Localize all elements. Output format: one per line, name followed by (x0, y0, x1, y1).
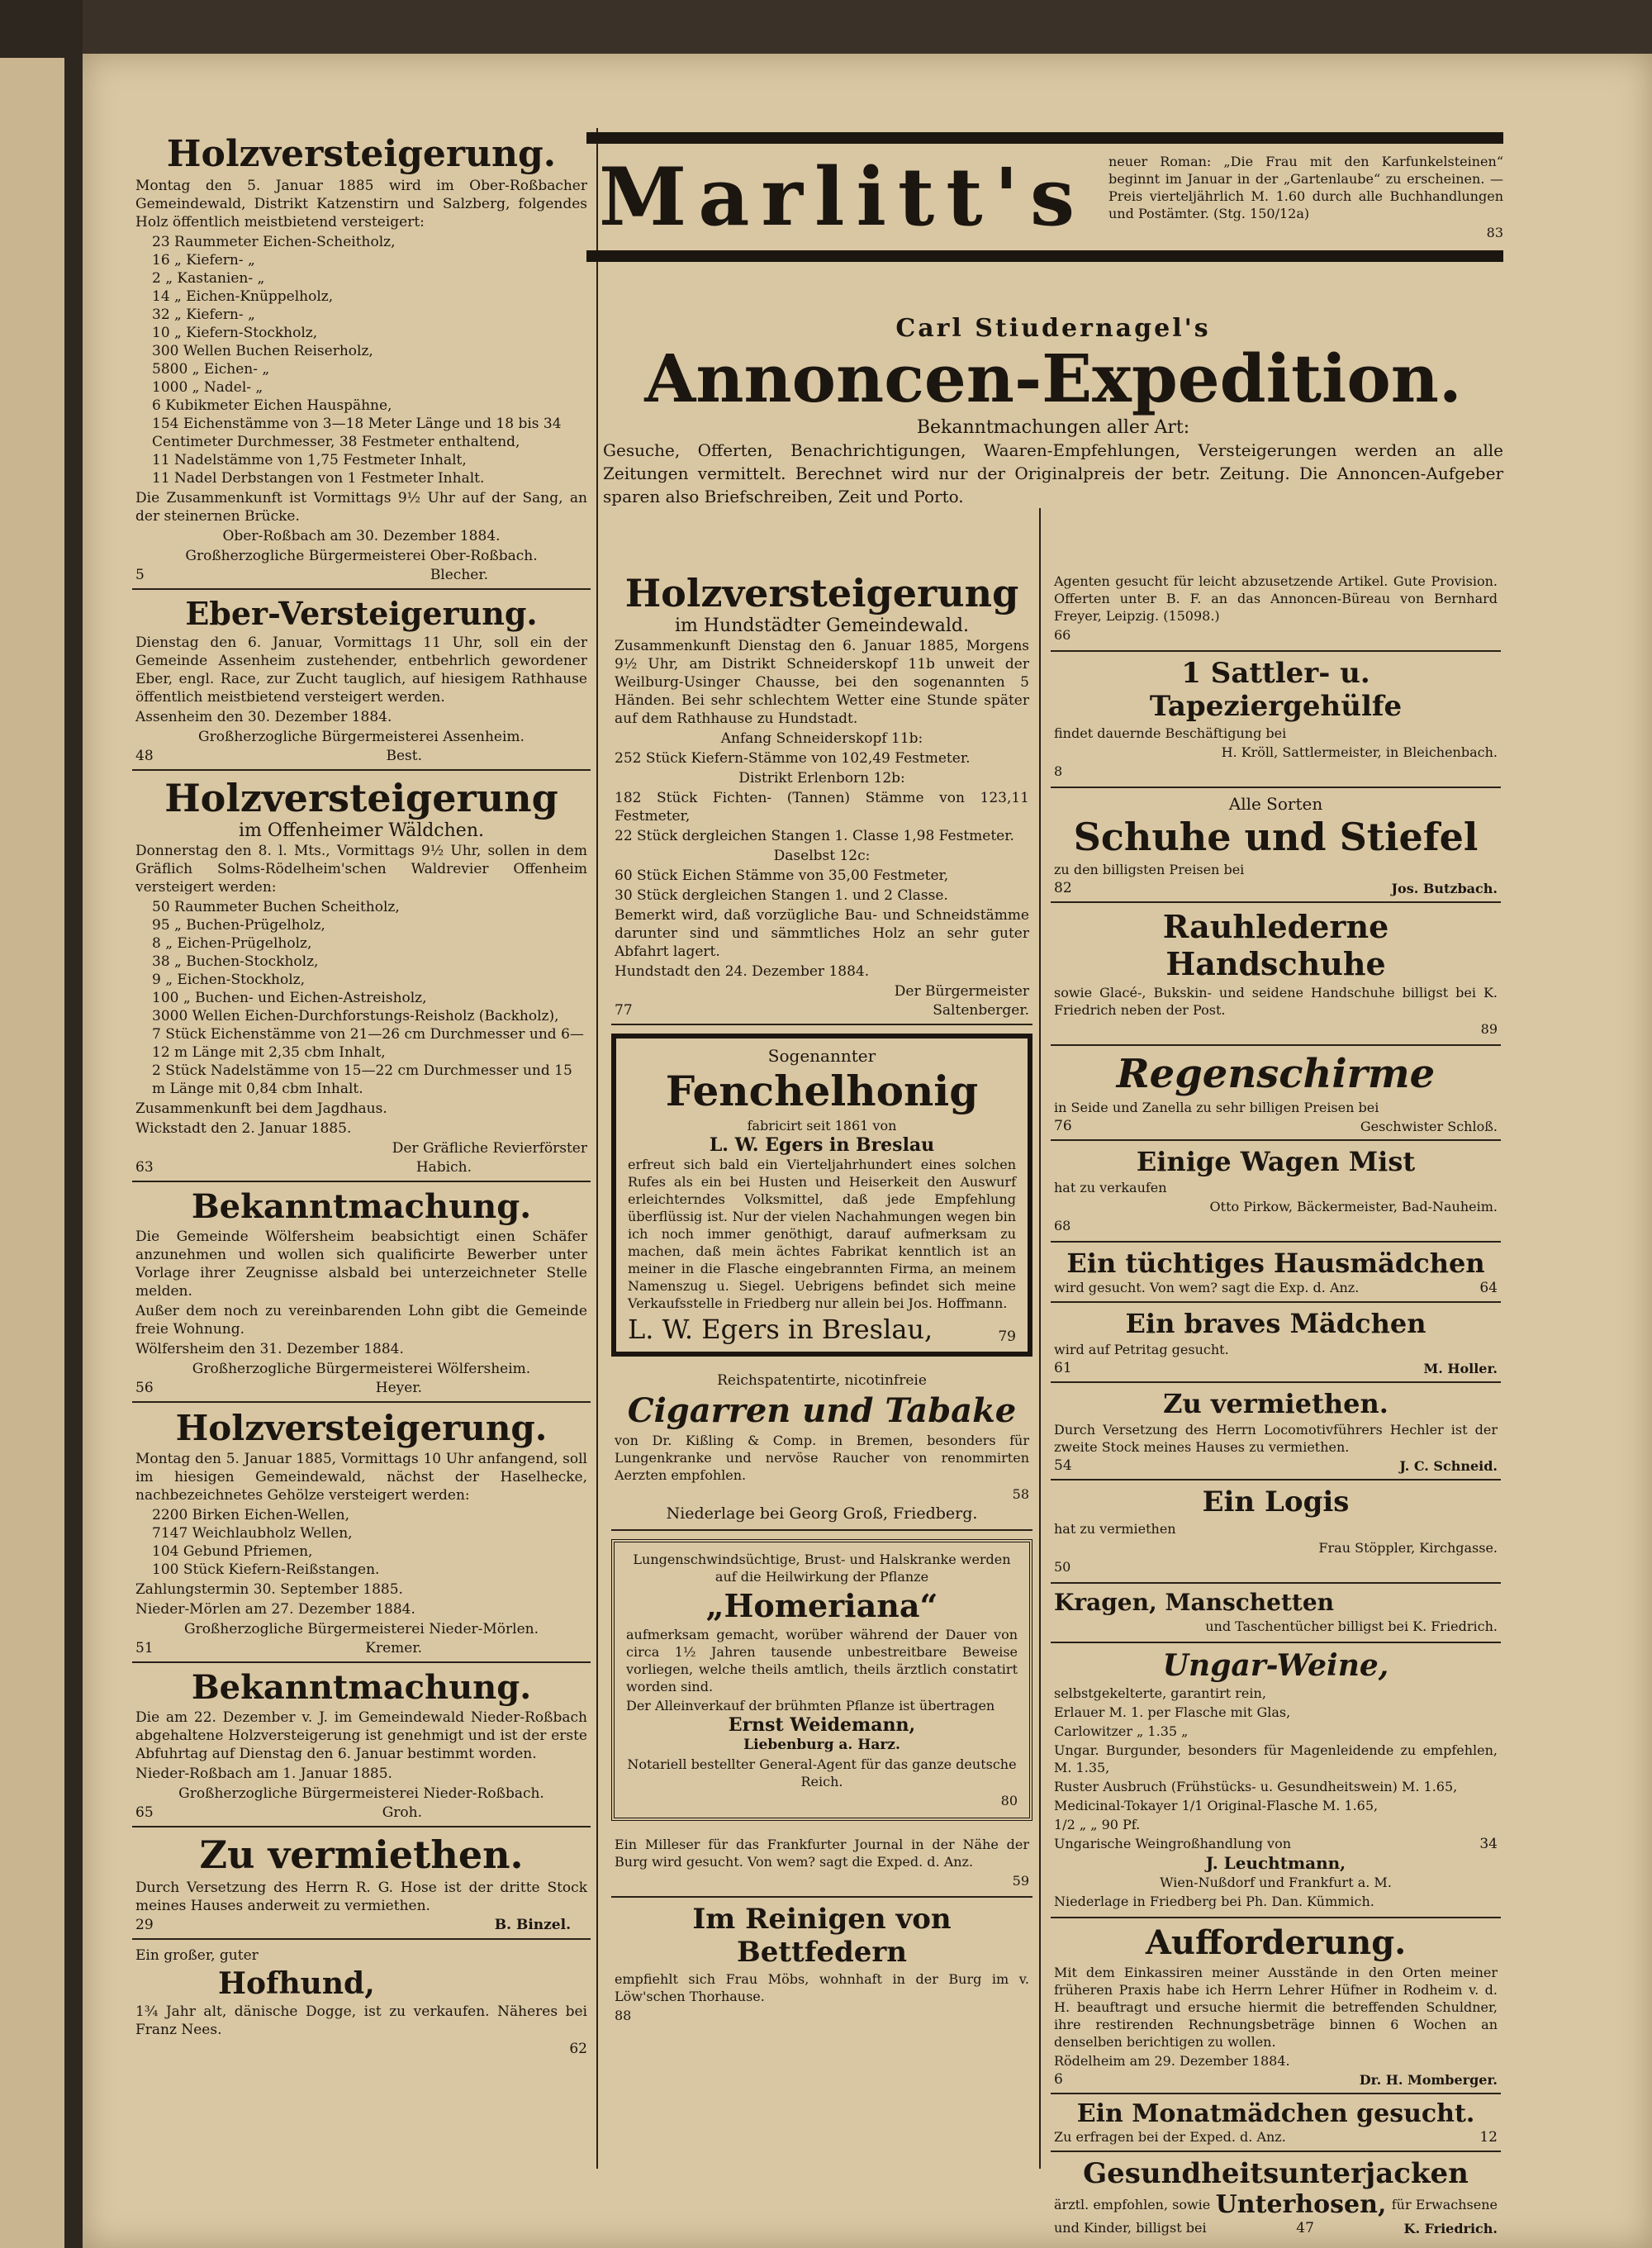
ad-since: fabricirt seit 1861 von (747, 1118, 897, 1134)
ad-title: Bekanntmachung. (191, 1187, 532, 1226)
ad-signer: B. Binzel. (494, 1917, 571, 1933)
ad-signer: H. Kröll, Sattlermeister, in Bleichenbach. (1221, 744, 1498, 760)
ad-title: Ein Logis (1202, 1485, 1350, 1518)
ad-fenchelhonig (611, 1034, 1032, 1357)
ad-place-date: Nieder-Mörlen am 27. Dezember 1884. (135, 1601, 415, 1618)
lot-item: 3000 Wellen Eichen-Durchforstungs-Reisholz (Backholz), (152, 1008, 559, 1024)
lot-item: 100 „ Buchen- und Eichen-Astreisholz, (152, 990, 427, 1006)
ad-issuer: Großherzogliche Bürgermeisterei Nieder-Mörlen. (183, 1621, 539, 1637)
ad-bekanntmachung-nieder-rossbach (132, 1663, 591, 1827)
ad-title: Fenchelhonig (665, 1067, 979, 1115)
banner-rule (586, 132, 1503, 144)
ad-text: Dienstag den 6. Januar, Vormittags 11 Uhr, soll ein der Gemeinde Assenheim zustehender, entbehrlich gewordener Eber, engl. Race, zur Zucht tauglich, auf hiesigem Rathhause öffentlich meistbietend versteigert werden. (135, 634, 587, 706)
ad-pretitle: Alle Sorten (1228, 794, 1323, 814)
ad-number: 88 (615, 2008, 632, 2023)
lot-item: 16 „ Kiefern- „ (152, 252, 255, 269)
lot-item: 11 Nadel Derbstangen von 1 Festmeter Inhalt. (152, 470, 485, 487)
ad-mist (1051, 1141, 1501, 1243)
column-middle (611, 566, 1032, 2031)
ad-title: Rauhlederne Handschuhe (1162, 908, 1389, 982)
ad-ungar-weine (1051, 1643, 1501, 1918)
ad-title: 1 Sattler- u. Tapeziergehülfe (1149, 657, 1403, 723)
ad-issuer: Großherzogliche Bürgermeisterei Assenheim. (198, 729, 525, 745)
ad-gesundheitsunterjacken (1051, 2152, 1501, 2241)
ad-depot: Niederlage bei Georg Groß, Friedberg. (666, 1504, 978, 1523)
ad-text: Zu erfragen bei der Exped. d. Anz. (1054, 2129, 1286, 2145)
marlitt-banner (586, 132, 1503, 262)
ad-number: 12 (1479, 2129, 1498, 2146)
ad-signer: Habich. (415, 1159, 472, 1176)
ad-zu-vermiethen-schneid (1051, 1383, 1501, 1480)
ad-schuhe (1051, 788, 1501, 903)
lot-list (135, 233, 587, 487)
ad-regenschirme (1051, 1046, 1501, 1141)
ad-subhead: Distrikt Erlenborn 12b: (738, 770, 905, 787)
ad-number: 50 (1054, 1559, 1071, 1575)
ad-title: Hofhund, (218, 1966, 375, 2001)
ad-text: neuer Roman: „Die Frau mit den Karfunkelsteinen“ beginnt im Januar in der „Gartenlaube“ zu erscheinen. — Preis vierteljährlich M. 1.60 durch alle Buchhandlungen und Postämter. (Stg. 150/12a) (1108, 154, 1503, 221)
ad-place-date: Assenheim den 30. Dezember 1884. (135, 709, 392, 725)
lot-item: 11 Nadelstämme von 1,75 Festmeter Inhalt, (152, 452, 467, 468)
lot-item: 182 Stück Fichten- (Tannen) Stämme von 123,11 Festmeter, (615, 790, 1029, 825)
ad-head: Lungenschwindsüchtige, Brust- und Halskranke werden auf die Heilwirkung der Pflanze (633, 1552, 1011, 1585)
lot-list (135, 1506, 587, 1579)
ad-title: Annoncen-Expedition. (644, 340, 1462, 417)
ad-title-secondary: Unterhosen, (1215, 2190, 1387, 2219)
ad-monatmaedchen (1051, 2094, 1501, 2152)
ad-text: Die am 22. Dezember v. J. im Gemeindewald Nieder-Roßbach abgehaltene Holzversteigerung ist genehmigt und ist der erste Abfuhrtag auf Dienstag den 6. Januar bestimmt worden. (135, 1709, 587, 1762)
facing-page-edge (0, 58, 64, 2248)
ad-line: Medicinal-Tokayer 1/1 Original-Flasche M. 1.65, (1054, 1798, 1379, 1813)
ad-hausmaedchen (1051, 1243, 1501, 1303)
ad-pretitle: Carl Stiudernagel's (895, 314, 1211, 343)
ad-line: Carlowitzer „ 1.35 „ (1054, 1723, 1189, 1739)
ad-text: und Kinder, billigst bei (1054, 2220, 1207, 2236)
ad-title: Im Reinigen von Bettfedern (692, 1903, 952, 1969)
ad-title: Bekanntmachung. (191, 1668, 532, 1707)
ad-number: 82 (1054, 880, 1072, 896)
ad-title: Ein braves Mädchen (1125, 1308, 1427, 1339)
ad-title: Gesundheitsunterjacken (1083, 2157, 1469, 2190)
ad-signer: K. Friedrich. (1403, 2221, 1498, 2236)
ad-place-date: Wickstadt den 2. Januar 1885. (135, 1120, 352, 1137)
ad-sattler (1051, 652, 1501, 788)
lot-item: 95 „ Buchen-Prügelholz, (152, 917, 325, 934)
ad-title: Eber-Versteigerung. (185, 595, 538, 632)
ad-line: Ungar. Burgunder, besonders für Magenleidende zu empfehlen, M. 1.35, (1054, 1742, 1498, 1775)
ad-signer: Best. (386, 748, 422, 764)
column-rule (1039, 508, 1041, 2169)
ad-holzversteigerung-nieder-moerlen (132, 1403, 591, 1663)
ad-number: 54 (1054, 1457, 1072, 1474)
ad-text: ärztl. empfohlen, sowie (1054, 2197, 1211, 2212)
column-left (132, 128, 591, 2062)
ad-place-date: Rödelheim am 29. Dezember 1884. (1054, 2053, 1290, 2069)
ad-title: Regenschirme (1116, 1051, 1436, 1097)
lot-item: 1000 „ Nadel- „ (152, 379, 263, 396)
ad-text: Der Alleinverkauf der brühmten Pflanze ist übertragen (626, 1698, 995, 1713)
ad-firm: Ungarische Weingroßhandlung von (1054, 1836, 1292, 1851)
lot-item: 5800 „ Eichen- „ (152, 361, 270, 378)
newspaper-page (83, 54, 1652, 2248)
ad-title: Ein Monatmädchen gesucht. (1076, 2099, 1475, 2128)
ad-text: Die Gemeinde Wölfersheim beabsichtigt einen Schäfer anzunehmen und wollen sich qualificirte Bewerber unter Vorlage ihrer Zeugnisse alsbald bei unterzeichneter Stelle melden. (135, 1229, 587, 1300)
ad-number: 66 (1054, 627, 1071, 643)
ad-text: 1¾ Jahr alt, dänische Dogge, ist zu verkaufen. Näheres bei Franz Nees. (135, 2003, 587, 2038)
ad-text: Zahlungstermin 30. September 1885. (135, 1581, 403, 1598)
ad-signer: Groh. (382, 1804, 422, 1821)
ad-text: sowie Glacé-, Bukskin- und seidene Handschuhe billigst bei K. Friedrich neben der Post. (1054, 985, 1498, 1018)
lot-item: 23 Raummeter Eichen-Scheitholz, (152, 234, 396, 250)
lot-item: 22 Stück dergleichen Stangen 1. Classe 1,98 Festmeter. (615, 828, 1014, 844)
ad-pretitle: Sogenannter (767, 1046, 876, 1066)
ad-title: Zu vermiethen. (199, 1832, 524, 1877)
banner-rule (586, 250, 1503, 262)
ad-title: Holzversteigerung. (166, 133, 557, 175)
ad-number: 63 (135, 1159, 154, 1176)
ad-text: zu den billigsten Preisen bei (1054, 862, 1245, 877)
lot-item: 2 „ Kastanien- „ (152, 270, 265, 287)
ad-subhead: Daselbst 12c: (773, 848, 871, 864)
ad-number: 64 (1479, 1280, 1498, 1296)
ad-text: Donnerstag den 8. l. Mts., Vormittags 9½ Uhr, sollen in dem Gräflich Solms-Rödelheim'schen Waldrevier Offenheim versteigert werden: (135, 843, 587, 896)
ad-text: empfiehlt sich Frau Möbs, wohnhaft in der Burg im v. Löw'schen Thorhause. (615, 1971, 1029, 2004)
ad-title: Holzversteigerung. (175, 1408, 548, 1448)
ad-place-date: Nieder-Roßbach am 1. Januar 1885. (135, 1766, 392, 1782)
lot-item: 14 „ Eichen-Knüppelholz, (152, 288, 334, 305)
ad-signer: Geschwister Schloß. (1360, 1119, 1498, 1134)
ad-number: 79 (998, 1328, 1016, 1345)
ad-number: 29 (135, 1917, 154, 1933)
annoncen-expedition (603, 314, 1503, 510)
ad-issuer: Großherzogliche Bürgermeisterei Wölfersheim. (192, 1361, 531, 1377)
ad-signer: Dr. H. Momberger. (1359, 2072, 1498, 2088)
ad-text: von Dr. Kißling & Comp. in Bremen, besonders für Lungenkranke und nervöse Raucher von renommirten Aerzten empfohlen. (615, 1433, 1029, 1483)
ad-signature: L. W. Egers in Breslau, (628, 1314, 933, 1345)
ad-text: Zusammenkunft Dienstag den 6. Januar 1885, Morgens 9½ Uhr, am Distrikt Schneiderskopf 11b unweit der Weilburg-Usinger Chausse, bei den sogenannten 5 Händen. Bei sehr schlechtem Wetter eine Stunde später auf dem Rathhause zu Hundstadt. (615, 638, 1029, 727)
ad-issuer: Der Gräfliche Revierförster (392, 1140, 587, 1157)
lot-item: 2200 Birken Eichen-Wellen, (152, 1507, 350, 1523)
ad-subtitle: im Hundstädter Gemeindewald. (674, 615, 970, 636)
lot-item: 7 Stück Eichenstämme von 21—26 cm Durchmesser und 6—12 m Länge mit 2,35 cbm Inhalt, (152, 1026, 584, 1061)
ad-number: 77 (615, 1002, 633, 1019)
lot-item: 50 Raummeter Buchen Scheitholz, (152, 899, 400, 915)
ad-place-date: Wölfersheim den 31. Dezember 1884. (135, 1341, 404, 1357)
ad-issuer: Großherzogliche Bürgermeisterei Ober-Roßbach. (185, 548, 538, 564)
ad-place-date: Ober-Roßbach am 30. Dezember 1884. (222, 528, 501, 544)
ad-number: 61 (1054, 1360, 1072, 1376)
lot-item: 252 Stück Kiefern-Stämme von 102,49 Festmeter. (615, 750, 971, 767)
ad-text: erfreut sich bald ein Vierteljahrhundert eines solchen Rufes als ein bei Husten und Heiserkeit den Auswurf erleichterndes Volksmittel, daß jede Empfehlung überflüssig ist. Nur der vielen Nachahmungen wegen bin ich noch immer genöthigt, darauf aufmerksam zu machen, daß mein ächtes Fabrikat kenntlich ist an meiner in die Flasche eingebrannten Firma, an meinem Namenszug u. Siegel. Uebrigens befindet sich meine Verkaufsstelle in Friedberg nur allein bei Jos. Hoffmann. (628, 1157, 1016, 1311)
ad-signer: M. Holler. (1423, 1361, 1498, 1376)
column-right (1051, 566, 1501, 2241)
ad-depot: Niederlage in Friedberg bei Ph. Dan. Kümmich. (1054, 1894, 1374, 1909)
ad-text: in Seide und Zanella zu sehr billigen Preisen bei (1054, 1100, 1379, 1115)
ad-title: Zu vermiethen. (1163, 1388, 1389, 1419)
ad-text: aufmerksam gemacht, worüber während der Dauer von circa 1½ Jahren tausende unbestreitbare Beweise vorliegen, welche theils amtlich, theils ärztlich constatirt worden sind. (626, 1627, 1018, 1694)
ad-line: Erlauer M. 1. per Flasche mit Glas, (1054, 1704, 1291, 1720)
ad-number: 62 (569, 2041, 587, 2057)
ad-title: Einige Wagen Mist (1136, 1146, 1416, 1177)
ad-holzversteigerung-ober-rossbach (132, 128, 591, 590)
ad-text: Durch Versetzung des Herrn R. G. Hose ist der dritte Stock meines Hauses anderweit zu vermiethen. (135, 1880, 587, 1914)
ad-maker: L. W. Egers in Breslau (709, 1134, 935, 1156)
ad-signer: Frau Stöppler, Kirchgasse. (1318, 1540, 1498, 1556)
ad-number: 80 (1000, 1793, 1018, 1808)
ad-number: 51 (135, 1640, 154, 1656)
ad-subtitle: Bekanntmachungen aller Art: (916, 417, 1190, 438)
lot-item: 38 „ Buchen-Stockholz, (152, 953, 319, 970)
ad-logis (1051, 1480, 1501, 1584)
ad-text: Gesuche, Offerten, Benachrichtigungen, Waaren-Empfehlungen, Versteigerungen werden an alle Zeitungen vermittelt. Berechnet wird nur der Originalpreis der betr. Zeitung. Die Annoncen-Aufgeber sparen also Briefschreiben, Zeit und Porto. (603, 440, 1503, 506)
ad-text: Zusammenkunft bei dem Jagdhaus. (135, 1100, 387, 1117)
ad-aufforderung (1051, 1918, 1501, 2094)
lot-item: 8 „ Eichen-Prügelholz, (152, 935, 312, 952)
ad-text: und Taschentücher billigst bei K. Friedrich. (1205, 1618, 1498, 1634)
ad-number: 59 (1012, 1873, 1029, 1889)
ad-place-date: Hundstadt den 24. Dezember 1884. (615, 963, 870, 980)
ad-cigarren (611, 1365, 1032, 1531)
ad-text: Notariell bestellter General-Agent für das ganze deutsche Reich. (627, 1756, 1017, 1789)
ad-title: Schuhe und Stiefel (1073, 815, 1479, 859)
ad-number: 8 (1054, 763, 1063, 779)
lot-item: 60 Stück Eichen Stämme von 35,00 Festmeter, (615, 867, 949, 884)
ad-line: selbstgekelterte, garantirt rein, (1054, 1685, 1266, 1701)
ad-number: 6 (1054, 2071, 1063, 2088)
lot-item: 32 „ Kiefern- „ (152, 307, 255, 323)
ad-text: Bemerkt wird, daß vorzügliche Bau- und Schneidstämme darunter sind und sämmtliches Holz an sehr guter Abfahrt lagert. (615, 907, 1029, 960)
ad-text: Außer dem noch zu vereinbarenden Lohn gibt die Gemeinde freie Wohnung. (135, 1303, 587, 1338)
ad-signer: Blecher. (430, 567, 488, 583)
ad-holzversteigerung-hundstadt (611, 566, 1032, 1025)
lot-item: 10 „ Kiefern-Stockholz, (152, 325, 318, 341)
lot-list (135, 898, 587, 1098)
ad-agent-name: Ernst Weidemann, (728, 1714, 916, 1736)
ad-title: Holzversteigerung (624, 571, 1019, 615)
ad-signer: Kremer. (365, 1640, 422, 1656)
ad-issuer: Großherzogliche Bürgermeisterei Nieder-Roßbach. (178, 1785, 544, 1802)
ad-line: 1/2 „ „ 90 Pf. (1054, 1817, 1141, 1832)
ad-number: 58 (1012, 1486, 1029, 1502)
lot-item: 100 Stück Kiefern-Reißstangen. (152, 1561, 380, 1578)
ad-signer: Otto Pirkow, Bäckermeister, Bad-Nauheim. (1209, 1199, 1498, 1214)
ad-agent-place: Liebenburg a. Harz. (743, 1737, 900, 1753)
ad-number: 34 (1479, 1836, 1498, 1852)
ad-text: findet dauernde Beschäftigung bei (1054, 725, 1287, 741)
ad-title: Ungar-Weine, (1162, 1648, 1389, 1683)
ad-subtitle: im Offenheimer Wäldchen. (239, 820, 484, 841)
ad-title: „Homeriana“ (705, 1587, 938, 1624)
ad-text: Agenten gesucht für leicht abzusetzende Artikel. Gute Provision. Offerten unter B. F. an das Annoncen-Büreau von Bernhard Freyer, Leipzig. (15098.) (1054, 573, 1498, 624)
ad-signer: J. Leuchtmann, (1205, 1853, 1346, 1873)
ad-signer: Heyer. (375, 1380, 422, 1396)
ad-bettfedern (611, 1898, 1032, 2031)
ad-subhead: Anfang Schneiderskopf 11b: (720, 730, 923, 747)
ad-number: 83 (1486, 225, 1503, 240)
ad-text: Die Zusammenkunft ist Vormittags 9½ Uhr auf der Sang, an der steinernen Brücke. (135, 490, 587, 525)
column-rule (596, 128, 598, 2169)
lot-item: 6 Kubikmeter Eichen Hauspähne, (152, 397, 392, 414)
ad-agenten (1051, 566, 1501, 652)
ad-number: 68 (1054, 1218, 1071, 1233)
ad-text: hat zu vermiethen (1054, 1521, 1176, 1537)
lot-item: 30 Stück dergleichen Stangen 1. und 2 Classe. (615, 887, 948, 904)
ad-signer: Saltenberger. (933, 1002, 1029, 1019)
ad-number: 89 (1480, 1021, 1498, 1037)
lot-item: 2 Stück Nadelstämme von 15—22 cm Durchmesser und 15 m Länge mit 0,84 cbm Inhalt. (152, 1062, 572, 1097)
ad-zu-vermiethen-binzel (132, 1827, 591, 1940)
ad-text: Montag den 5. Januar 1885 wird im Ober-Roßbacher Gemeindewald, Distrikt Katzenstirn und Salzberg, folgendes Holz öffentlich meistbietend versteigert: (135, 178, 587, 231)
ad-bekanntmachung-woelfersheim (132, 1182, 591, 1403)
ad-homeriana (611, 1539, 1032, 1821)
ad-pretitle: Ein großer, guter (135, 1947, 259, 1964)
ad-number: 76 (1054, 1118, 1072, 1134)
ad-handschuhe (1051, 903, 1501, 1046)
ad-text: Mit dem Einkassiren meiner Ausstände in den Orten meiner früheren Praxis habe ich Herrn Lehrer Hüfner in Rodheim v. d. H. beauftragt und ersuche hiermit die betreffenden Schuldner, ihre restirenden Rechnungsbeträge binnen 6 Wochen an denselben berichtigen zu wollen. (1054, 1965, 1498, 2050)
ad-signer: Jos. Butzbach. (1391, 881, 1498, 896)
ad-number: 5 (135, 567, 145, 583)
ad-number: 47 (1296, 2220, 1314, 2236)
ad-title: Kragen, Manschetten (1054, 1589, 1334, 1616)
ad-eber-versteigerung (132, 590, 591, 771)
lot-item: 154 Eichenstämme von 3—18 Meter Länge und 18 bis 34 Centimeter Durchmesser, 38 Festmeter enthaltend, (152, 416, 562, 450)
ad-text: Montag den 5. Januar 1885, Vormittags 10 Uhr anfangend, soll im hiesigen Gemeindewald, nächst der Haselhecke, nachbezeichnetes Gehölze versteigert werden: (135, 1451, 587, 1504)
ad-number: 48 (135, 748, 154, 764)
lot-item: 300 Wellen Buchen Reiserholz, (152, 343, 373, 359)
ad-holzversteigerung-offenheim (132, 771, 591, 1182)
ad-milleser (611, 1829, 1032, 1898)
ad-fenchelhonig-wrapper (611, 1025, 1032, 1365)
lot-item: 7147 Weichlaubholz Wellen, (152, 1525, 353, 1542)
ad-text: Ein Milleser für das Frankfurter Journal in der Nähe der Burg wird gesucht. Von wem? sagt die Exped. d. Anz. (615, 1837, 1029, 1870)
ad-number: 65 (135, 1804, 154, 1821)
ad-line: Ruster Ausbruch (Frühstücks- u. Gesundheitswein) M. 1.65, (1054, 1779, 1458, 1794)
ad-number: 56 (135, 1380, 154, 1396)
ad-text: Durch Versetzung des Herrn Locomotivführers Hechler ist der zweite Stock meines Hauses zu vermiethen. (1054, 1422, 1498, 1455)
ad-title: Holzversteigerung (164, 776, 558, 820)
ad-title: Cigarren und Tabake (627, 1391, 1017, 1430)
ad-title: Marlitt's (598, 150, 1087, 244)
ad-braves-maedchen (1051, 1303, 1501, 1383)
ad-text: für Erwachsene (1391, 2197, 1498, 2212)
ad-pretitle: Reichspatentirte, nicotinfreie (717, 1372, 927, 1389)
lot-item: 9 „ Eichen-Stockholz, (152, 972, 306, 988)
ad-signer: J. C. Schneid. (1399, 1458, 1498, 1474)
ad-hofhund (132, 1940, 591, 2062)
ad-text: wird auf Petritag gesucht. (1054, 1342, 1229, 1357)
ad-title: Ein tüchtiges Hausmädchen (1066, 1248, 1485, 1279)
ad-place: Wien-Nußdorf und Frankfurt a. M. (1160, 1875, 1392, 1890)
ad-text: hat zu verkaufen (1054, 1180, 1167, 1195)
ad-kragen (1051, 1584, 1501, 1643)
ad-issuer: Der Bürgermeister (894, 983, 1029, 1000)
ad-title: Aufforderung. (1145, 1923, 1407, 1962)
ad-text: wird gesucht. Von wem? sagt die Exp. d. Anz. (1054, 1280, 1360, 1295)
ad-homeriana-wrapper (611, 1531, 1032, 1829)
lot-item: 104 Gebund Pfriemen, (152, 1543, 313, 1560)
